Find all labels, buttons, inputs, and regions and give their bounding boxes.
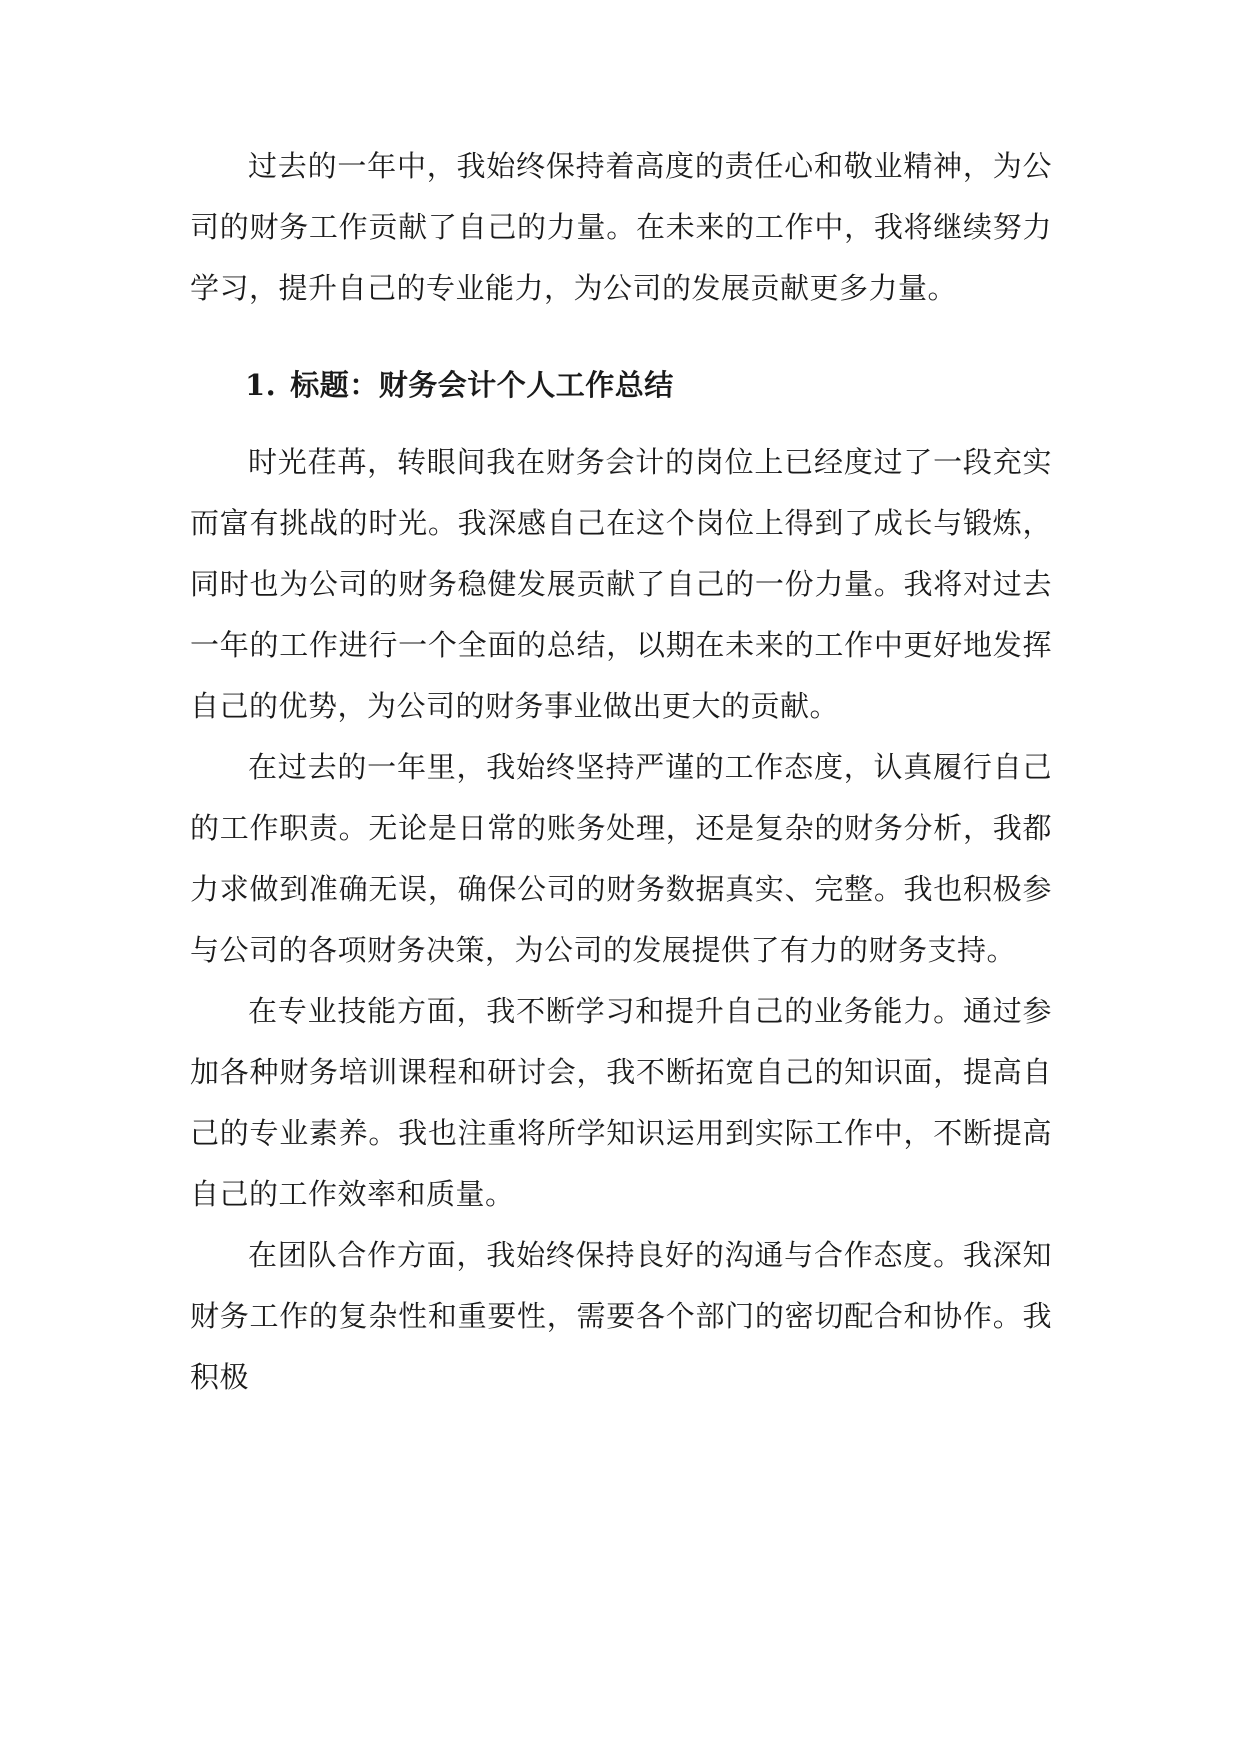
section-title: 标题：财务会计个人工作总结 [290, 368, 674, 402]
section-number: 1. [245, 368, 277, 402]
section-heading [190, 355, 1052, 416]
body-paragraph: 在过去的一年里，我始终坚持严谨的工作态度，认真履行自己的工作职责。无论是日常的账务处理，还是复杂的财务分析，我都力求做到准确无误，确保公司的财务数据真实、完整。我也积极参与公司的各项财务决策，为公司的发展提供了有力的财务支持。 [190, 750, 1052, 967]
body-paragraph: 时光荏苒，转眼间我在财务会计的岗位上已经度过了一段充实而富有挑战的时光。我深感自己在这个岗位上得到了成长与锻炼，同时也为公司的财务稳健发展贡献了自己的一份力量。我将对过去一年的工作进行一个全面的总结，以期在未来的工作中更好地发挥自己的优势，为公司的财务事业做出更大的贡献。 [190, 445, 1052, 723]
intro-paragraph: 过去的一年中，我始终保持着高度的责任心和敬业精神，为公司的财务工作贡献了自己的力量。在未来的工作中，我将继续努力学习，提升自己的专业能力，为公司的发展贡献更多力量。 [190, 149, 1052, 305]
body-paragraph: 在专业技能方面，我不断学习和提升自己的业务能力。通过参加各种财务培训课程和研讨会，我不断拓宽自己的知识面，提高自己的专业素养。我也注重将所学知识运用到实际工作中，不断提高自己的工作效率和质量。 [190, 994, 1052, 1211]
body-paragraph: 在团队合作方面，我始终保持良好的沟通与合作态度。我深知财务工作的复杂性和重要性，需要各个部门的密切配合和协作。我积极 [190, 1238, 1052, 1394]
document-page [190, 136, 1052, 1408]
